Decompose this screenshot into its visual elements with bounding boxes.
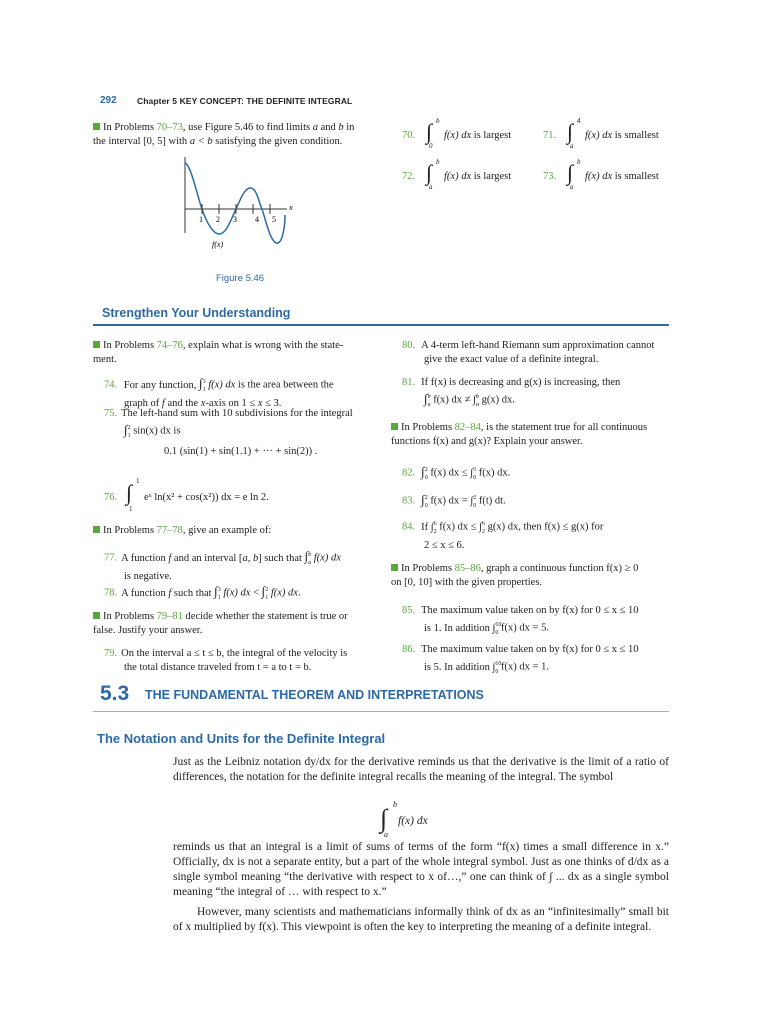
problems-85-86-intro: In Problems 85–86, graph a continuous function f(x) ≥ 0 on [0, 10] with the given properties. bbox=[391, 563, 639, 588]
section-rule bbox=[93, 324, 669, 326]
body-paragraph-3: However, many scientists and mathematicians informally think of dx as an “infinitesimally” small bit of x multiplied by f(x). This viewpoint is often the key to interpreting the meaning of a definite integral. bbox=[173, 906, 669, 933]
problem-82: 82. ∫$^2_0$ f(x) dx ≤ ∫$^3_0$ f(x) dx. bbox=[402, 463, 511, 481]
problem-75: 75. The left-hand sum with 10 subdivisions for the integral ∫$^2_1$ sin(x) dx is bbox=[104, 408, 353, 439]
problem-86: 86. The maximum value taken on by f(x) for 0 ≤ x ≤ 10 is 5. In addition ∫$^{10}_0$ f(x) dx = 1. bbox=[402, 644, 639, 675]
section-title-strengthen: Strengthen Your Understanding bbox=[102, 306, 291, 320]
section-title: THE FUNDAMENTAL THEOREM AND INTERPRETATIONS bbox=[145, 688, 484, 702]
problem-81: 81. If f(x) is decreasing and g(x) is increasing, then ∫$^b_a$ f(x) dx ≠ ∫$^b_a$ g(x) dx. bbox=[402, 377, 621, 408]
curve-fx bbox=[185, 163, 285, 243]
problem-75-sum: 0.1 (sin(1) + sin(1.1) + ··· + sin(2)) . bbox=[164, 446, 318, 457]
problems-74-76-intro: In Problems 74–76, explain what is wrong with the state- ment. bbox=[93, 340, 344, 365]
figure-caption: Figure 5.46 bbox=[216, 273, 265, 284]
subsection-title: The Notation and Units for the Definite Integral bbox=[97, 731, 386, 746]
tick-label-5: 5 bbox=[272, 215, 276, 224]
problem-bullet-icon bbox=[391, 564, 398, 571]
problem-bullet-icon bbox=[391, 423, 398, 430]
problem-85: 85. The maximum value taken on by f(x) for 0 ≤ x ≤ 10 is 1. In addition ∫$^{10}_0$ f(x) dx = 5. bbox=[402, 605, 639, 636]
page-number: 292 bbox=[100, 95, 117, 106]
body-paragraph-2: reminds us that an integral is a limit of sums of terms of the form “f(x) times a small difference in x.” Officially, dx is not a separate entity, but a part of the whole integral symbol. Just as one thinks of d/dx as a single symbol meaning “the derivative with respect to x of…,” one can think of ∫ ... dx as a single symbol meaning “the integral of … with respect to x.” bbox=[173, 841, 669, 898]
problem-70: 70. ∫ b 0 f(x) dx is largest bbox=[402, 117, 512, 150]
problem-79: 79. On the interval a ≤ t ≤ b, the integral of the velocity is the total distance traveled from t = a to t = b. bbox=[104, 648, 348, 673]
problems-77-78-intro: In Problems 77–78, give an example of: bbox=[93, 524, 373, 538]
problem-78: 78. A function f such that ∫$^3_1$ f(x) dx < ∫$^2_1$ f(x) dx. bbox=[104, 583, 301, 601]
problem-bullet-icon bbox=[93, 341, 100, 348]
body-paragraph-1: Just as the Leibniz notation dy/dx for the derivative reminds us that the derivative is the limit of a ratio of differences, the notation for the definite integral recalls the meaning of the integral. The symbol bbox=[173, 756, 669, 783]
figure-5-46-graph bbox=[175, 155, 305, 255]
tick-label-3: 3 bbox=[233, 215, 237, 224]
problem-bullet-icon bbox=[93, 612, 100, 619]
problem-bullet-icon bbox=[93, 526, 100, 533]
problem-73: 73. ∫ b a f(x) dx is smallest bbox=[543, 158, 659, 191]
display-integral: ∫ b a f(x) dx bbox=[380, 800, 428, 839]
problem-76: 76. ∫ 1 1 eˣ ln(x² + cos(x²)) dx = e ln 2. bbox=[104, 477, 269, 513]
problem-84: 84. If ∫$^6_2$ f(x) dx ≤ ∫$^6_2$ g(x) dx, then f(x) ≤ g(x) for 2 ≤ x ≤ 6. bbox=[402, 521, 604, 551]
problems-82-84-intro: In Problems 82–84, is the statement true for all continuous functions f(x) and g(x)? Explain your answer. bbox=[391, 422, 648, 447]
problem-77: 77. A function f and an interval [a, b] such that ∫$^b_a$ f(x) dx is negative. bbox=[104, 548, 341, 582]
tick-label-2: 2 bbox=[216, 215, 220, 224]
problem-83: 83. ∫$^2_0$ f(x) dx = ∫$^2_0$ f(t) dt. bbox=[402, 491, 506, 509]
running-head: Chapter 5 KEY CONCEPT: THE DEFINITE INTEGRAL bbox=[137, 96, 353, 106]
x-axis-label: x bbox=[289, 203, 293, 212]
problems-70-73-intro: In Problems 70–73, use Figure 5.46 to find limits a and b in the interval [0, 5] with a < b satisfying the given condition. bbox=[93, 122, 355, 147]
curve-label: f(x) bbox=[212, 240, 224, 249]
problem-71: 71. ∫ 4 a f(x) dx is smallest bbox=[543, 117, 659, 150]
section-rule-thin bbox=[93, 711, 669, 712]
tick-label-4: 4 bbox=[255, 215, 259, 224]
problem-74: 74. For any function, ∫$^3_1$ f(x) dx is the area between the graph of f and the x-axis on 1 ≤ x ≤ 3. bbox=[104, 375, 334, 409]
section-number: 5.3 bbox=[100, 682, 130, 705]
problems-79-81-intro: In Problems 79–81 decide whether the statement is true or false. Justify your answer. bbox=[93, 611, 348, 636]
tick-label-1: 1 bbox=[199, 215, 203, 224]
problem-80: 80. A 4-term left-hand Riemann sum approximation cannot give the exact value of a definite integral. bbox=[402, 340, 655, 365]
problem-72: 72. ∫ b a f(x) dx is largest bbox=[402, 158, 512, 191]
problem-bullet-icon bbox=[93, 123, 100, 130]
